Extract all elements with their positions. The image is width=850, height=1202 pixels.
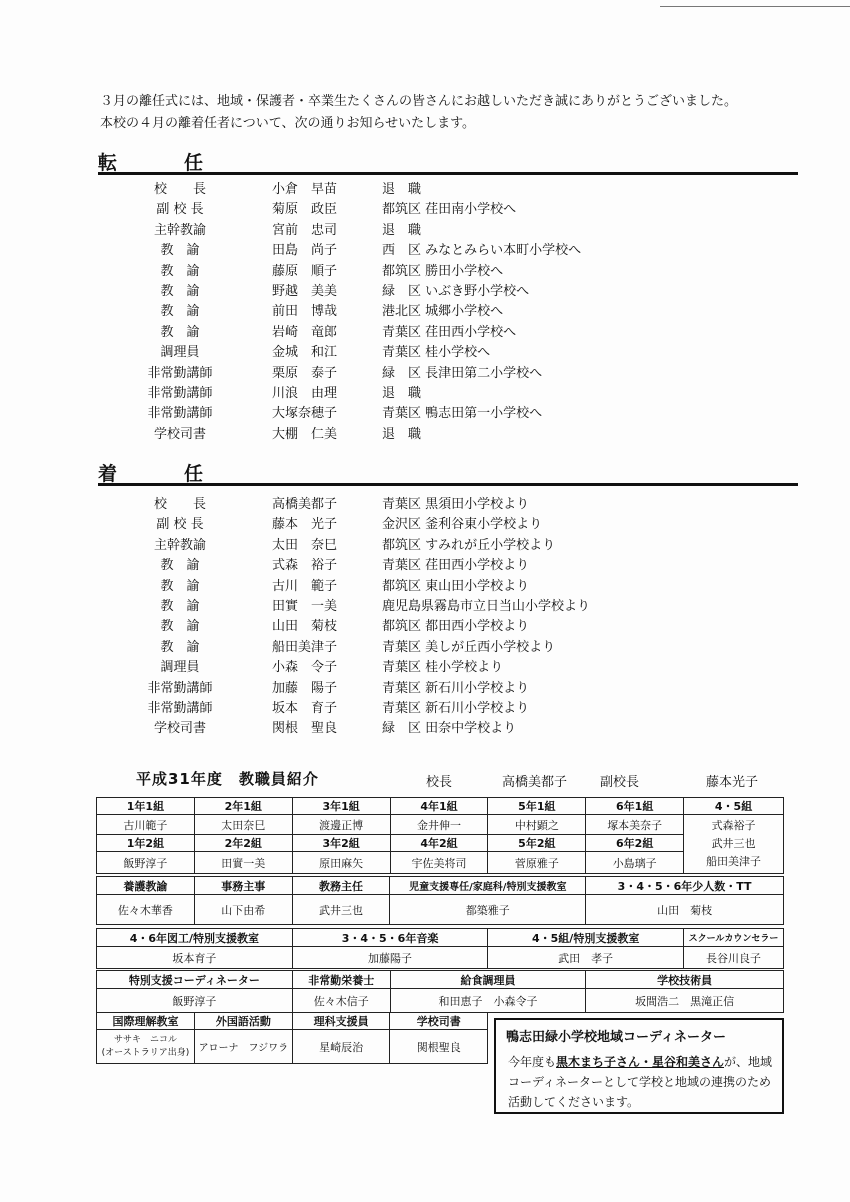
tennin-name: 藤原 順子	[272, 263, 338, 279]
class-header: 3年2組	[292, 835, 390, 852]
tennin-role: 教 諭	[160, 324, 200, 340]
tennin-name: 岩崎 竜郎	[272, 324, 338, 340]
tennin-role: 学校司書	[153, 426, 206, 442]
tennin-row	[128, 302, 808, 322]
class-header: 6年1組	[586, 798, 684, 815]
class-header: 2年1組	[194, 798, 292, 815]
role-header: 国際理解教室	[97, 1013, 195, 1030]
chakunin-row	[128, 515, 808, 535]
principal-name: 高橋美都子	[502, 775, 568, 790]
chakunin-name: 船田美津子	[272, 639, 338, 655]
tennin-row	[128, 262, 808, 282]
chakunin-dest: 青葉区 荏田西小学校より	[382, 558, 530, 574]
tennin-row	[128, 425, 808, 445]
staff-name: 飯野淳子	[97, 989, 293, 1013]
role-header: 教務主任	[292, 877, 390, 895]
teacher-name: 金井伸一	[390, 815, 488, 835]
staff-name: 佐々木信子	[292, 989, 390, 1013]
chakunin-name: 関根 聖良	[272, 721, 338, 737]
tennin-role: 教 諭	[160, 263, 200, 279]
staff-name: 山田 菊枝	[586, 895, 784, 925]
tennin-dest: 退 職	[382, 386, 422, 402]
tennin-role: 副 校 長	[156, 202, 204, 218]
tennin-table	[128, 180, 808, 445]
teacher-name: 中村顕之	[488, 815, 586, 835]
chakunin-heading	[98, 459, 798, 486]
tennin-dest: 西 区 みなとみらい本町小学校へ	[382, 243, 582, 259]
tennin-row	[128, 343, 808, 363]
tennin-name: 菊原 政臣	[272, 202, 338, 218]
role-header: 学校司書	[390, 1013, 488, 1030]
role-header: 3・4・5・6年音楽	[292, 929, 488, 947]
teacher-name: 武井三也	[711, 837, 756, 850]
role-header: 外国語活動	[194, 1013, 292, 1030]
coordinator-text	[508, 1052, 776, 1112]
role-header: 特別支援コーディネーター	[97, 971, 293, 989]
class-header: 1年2組	[97, 835, 195, 852]
tennin-row	[128, 241, 808, 261]
chakunin-row	[128, 719, 808, 739]
chakunin-name: 太田 奈巳	[272, 537, 338, 553]
chakunin-row	[128, 597, 808, 617]
chakunin-dest: 青葉区 桂小学校より	[382, 660, 504, 676]
teacher-name: 塚本美奈子	[586, 815, 684, 835]
chakunin-name: 山田 菊枝	[272, 619, 338, 635]
chakunin-row	[128, 556, 808, 576]
tennin-role: 教 諭	[160, 304, 200, 320]
chakunin-role: 学校司書	[153, 721, 206, 737]
staff-name: 都築雅子	[390, 895, 586, 925]
teacher-name: 太田奈巳	[194, 815, 292, 835]
tennin-row	[128, 180, 808, 200]
role-header: 学校技術員	[586, 971, 784, 989]
tennin-dest: 港北区 城郷小学校へ	[382, 304, 504, 320]
staff-name: 佐々木華香	[97, 895, 195, 925]
role-header: 4・6年図工/特別支援教室	[97, 929, 293, 947]
teacher-name: 菅原雅子	[488, 852, 586, 874]
tennin-name: 田島 尚子	[272, 243, 338, 259]
class-45-teachers	[684, 815, 784, 874]
tennin-name: 野越 美美	[272, 284, 338, 300]
chakunin-dest: 青葉区 美しが丘西小学校より	[382, 639, 556, 655]
chakunin-row	[128, 617, 808, 637]
support-staff-table	[96, 876, 784, 925]
tennin-role: 調理員	[160, 345, 200, 361]
chakunin-role: 非常勤講師	[147, 680, 213, 696]
chakunin-row	[128, 658, 808, 678]
chakunin-role: 主幹教諭	[153, 537, 206, 553]
role-header: 児童支援専任/家庭科/特別支援教室	[390, 877, 586, 895]
class-header: 4年2組	[390, 835, 488, 852]
staff-name: 武井三也	[292, 895, 390, 925]
staff-name: 武田 孝子	[488, 947, 684, 969]
vice-principal-name: 藤本光子	[706, 775, 759, 790]
chakunin-dest: 青葉区 新石川小学校より	[382, 680, 530, 696]
chakunin-role: 教 諭	[160, 558, 200, 574]
role-header: 養護教諭	[97, 877, 195, 895]
class-teachers-table	[96, 797, 784, 874]
tennin-heading-text: 転 任	[98, 152, 228, 174]
coordinator-staff-table	[96, 970, 784, 1013]
staff-origin: (オーストラリア出身)	[101, 1047, 190, 1058]
tennin-row	[128, 364, 808, 384]
tennin-name: 栗原 泰子	[272, 365, 338, 381]
chakunin-dest: 金沢区 釜利谷東小学校より	[382, 517, 543, 533]
role-header: 給食調理員	[390, 971, 586, 989]
teacher-name: 宇佐美将司	[390, 852, 488, 874]
staff-title: 平成31年度 教職員紹介	[136, 770, 319, 788]
chakunin-name: 小森 令子	[272, 660, 338, 676]
tennin-row	[128, 282, 808, 302]
chakunin-role: 教 諭	[160, 578, 200, 594]
class-header: 1年1組	[97, 798, 195, 815]
role-header: 事務主事	[194, 877, 292, 895]
staff-name: 坂本育子	[97, 947, 293, 969]
coordinator-text-a: 今年度も	[508, 1055, 557, 1069]
chakunin-role: 校 長	[153, 497, 206, 512]
tennin-row	[128, 221, 808, 241]
teacher-name: 小島璃子	[586, 852, 684, 874]
tennin-dest: 緑 区 いぶき野小学校へ	[382, 284, 530, 300]
chakunin-role: 教 諭	[160, 599, 200, 615]
staff-name: 山下由希	[194, 895, 292, 925]
vice-principal-label: 副校長	[600, 775, 640, 790]
role-header: 3・4・5・6年少人数・TT	[586, 877, 784, 895]
tennin-role: 非常勤講師	[147, 386, 213, 402]
tennin-row	[128, 404, 808, 424]
chakunin-heading-text: 着 任	[98, 463, 228, 485]
chakunin-dest: 青葉区 新石川小学校より	[382, 701, 530, 717]
chakunin-dest: 都筑区 すみれが丘小学校より	[382, 537, 556, 553]
teacher-name: 式森裕子	[711, 819, 756, 832]
tennin-heading	[98, 148, 798, 175]
role-header: 理科支援員	[292, 1013, 390, 1030]
chakunin-row	[128, 679, 808, 699]
tennin-row	[128, 323, 808, 343]
staff-name: 関根聖良	[390, 1030, 488, 1064]
tennin-role: 教 諭	[160, 243, 200, 259]
chakunin-role: 調理員	[160, 660, 200, 676]
role-header: 4・5組/特別支援教室	[488, 929, 684, 947]
tennin-dest: 退 職	[382, 426, 422, 442]
specialist-staff-table	[96, 928, 784, 969]
tennin-dest: 緑 区 長津田第二小学校へ	[382, 365, 543, 381]
chakunin-row	[128, 699, 808, 719]
tennin-role: 校 長	[153, 182, 206, 197]
tennin-row	[128, 384, 808, 404]
teacher-name: 飯野淳子	[97, 852, 195, 874]
chakunin-name: 加藤 陽子	[272, 680, 338, 696]
class-header: 5年2組	[488, 835, 586, 852]
class-header: 2年2組	[194, 835, 292, 852]
staff-name: 星崎辰治	[292, 1030, 390, 1064]
chakunin-role: 非常勤講師	[147, 701, 213, 717]
chakunin-row	[128, 495, 808, 515]
class-header: 4年1組	[390, 798, 488, 815]
teacher-name: 田實一美	[194, 852, 292, 874]
international-teacher	[97, 1030, 195, 1064]
community-coordinator-box	[494, 1018, 784, 1114]
chakunin-dest: 都筑区 都田西小学校より	[382, 619, 530, 635]
tennin-dest: 青葉区 荏田西小学校へ	[382, 324, 517, 340]
teacher-name: 古川範子	[97, 815, 195, 835]
chakunin-dest: 鹿児島県霧島市立日当山小学校より	[382, 599, 591, 615]
tennin-dest: 青葉区 桂小学校へ	[382, 345, 491, 361]
role-header: 非常勤栄養士	[292, 971, 390, 989]
tennin-dest: 青葉区 鴨志田第一小学校へ	[382, 406, 543, 422]
tennin-name: 金城 和江	[272, 345, 338, 361]
role-header: スクールカウンセラー	[684, 929, 784, 947]
staff-name: 和田恵子 小森令子	[390, 989, 586, 1013]
teacher-name: 渡邊正博	[292, 815, 390, 835]
tennin-dest: 都筑区 勝田小学校へ	[382, 263, 504, 279]
tennin-role: 非常勤講師	[147, 365, 213, 381]
tennin-name: 宮前 忠司	[272, 222, 338, 238]
class-header: 6年2組	[586, 835, 684, 852]
staff-name: 長谷川良子	[684, 947, 784, 969]
top-rule	[660, 6, 850, 7]
tennin-name: 前田 博哉	[272, 304, 338, 320]
chakunin-dest: 緑 区 田奈中学校より	[382, 721, 517, 737]
teacher-name: 船田美津子	[706, 855, 762, 868]
principal-label: 校長	[426, 775, 453, 790]
coordinator-names: 黒木まち子さん・星谷和美さん	[556, 1055, 725, 1069]
chakunin-dest: 青葉区 黒須田小学校より	[382, 497, 530, 512]
chakunin-row	[128, 536, 808, 556]
teacher-name: 原田麻矢	[292, 852, 390, 874]
class-header: 4・5組	[684, 798, 784, 815]
chakunin-name: 藤本 光子	[272, 517, 338, 533]
chakunin-name: 坂本 育子	[272, 701, 338, 717]
class-header: 3年1組	[292, 798, 390, 815]
staff-name: アローナ フジワラ	[194, 1030, 292, 1064]
tennin-row	[128, 200, 808, 220]
intro-line-2: 本校の４月の離着任者について、次の通りお知らせいたします。	[100, 116, 476, 131]
tennin-name: 大棚 仁美	[272, 426, 338, 442]
tennin-dest: 都筑区 荏田南小学校へ	[382, 202, 517, 218]
chakunin-name: 式森 裕子	[272, 558, 338, 574]
chakunin-role: 教 諭	[160, 639, 200, 655]
tennin-dest: 退 職	[382, 222, 422, 238]
chakunin-dest: 都筑区 東山田小学校より	[382, 578, 530, 594]
chakunin-name: 古川 範子	[272, 578, 338, 594]
coordinator-text-b: が、地域コーディネーターとして学校と地域の連携のため活動してくださいます。	[508, 1055, 773, 1109]
tennin-name: 小倉 早苗	[272, 182, 338, 197]
tennin-role: 非常勤講師	[147, 406, 213, 422]
intro-line-1: ３月の離任式には、地域・保護者・卒業生たくさんの皆さんにお越しいただき誠にありがとうございました。	[100, 94, 738, 109]
chakunin-role: 副 校 長	[156, 517, 204, 533]
tennin-name: 大塚奈穂子	[272, 406, 338, 422]
class-header: 5年1組	[488, 798, 586, 815]
staff-name: ササキ ニコル	[113, 1034, 177, 1045]
staff-name: 坂間浩二 黒滝正信	[586, 989, 784, 1013]
other-staff-table	[96, 1012, 488, 1064]
tennin-dest: 退 職	[382, 182, 422, 197]
tennin-role: 教 諭	[160, 284, 200, 300]
tennin-name: 川浪 由理	[272, 386, 338, 402]
chakunin-name: 田實 一美	[272, 599, 338, 615]
tennin-role: 主幹教諭	[153, 222, 206, 238]
chakunin-table	[128, 495, 808, 740]
coordinator-title: 鴨志田緑小学校地域コーディネーター	[506, 1030, 726, 1045]
chakunin-name: 高橋美都子	[272, 497, 338, 512]
chakunin-row	[128, 638, 808, 658]
chakunin-row	[128, 577, 808, 597]
staff-name: 加藤陽子	[292, 947, 488, 969]
chakunin-role: 教 諭	[160, 619, 200, 635]
